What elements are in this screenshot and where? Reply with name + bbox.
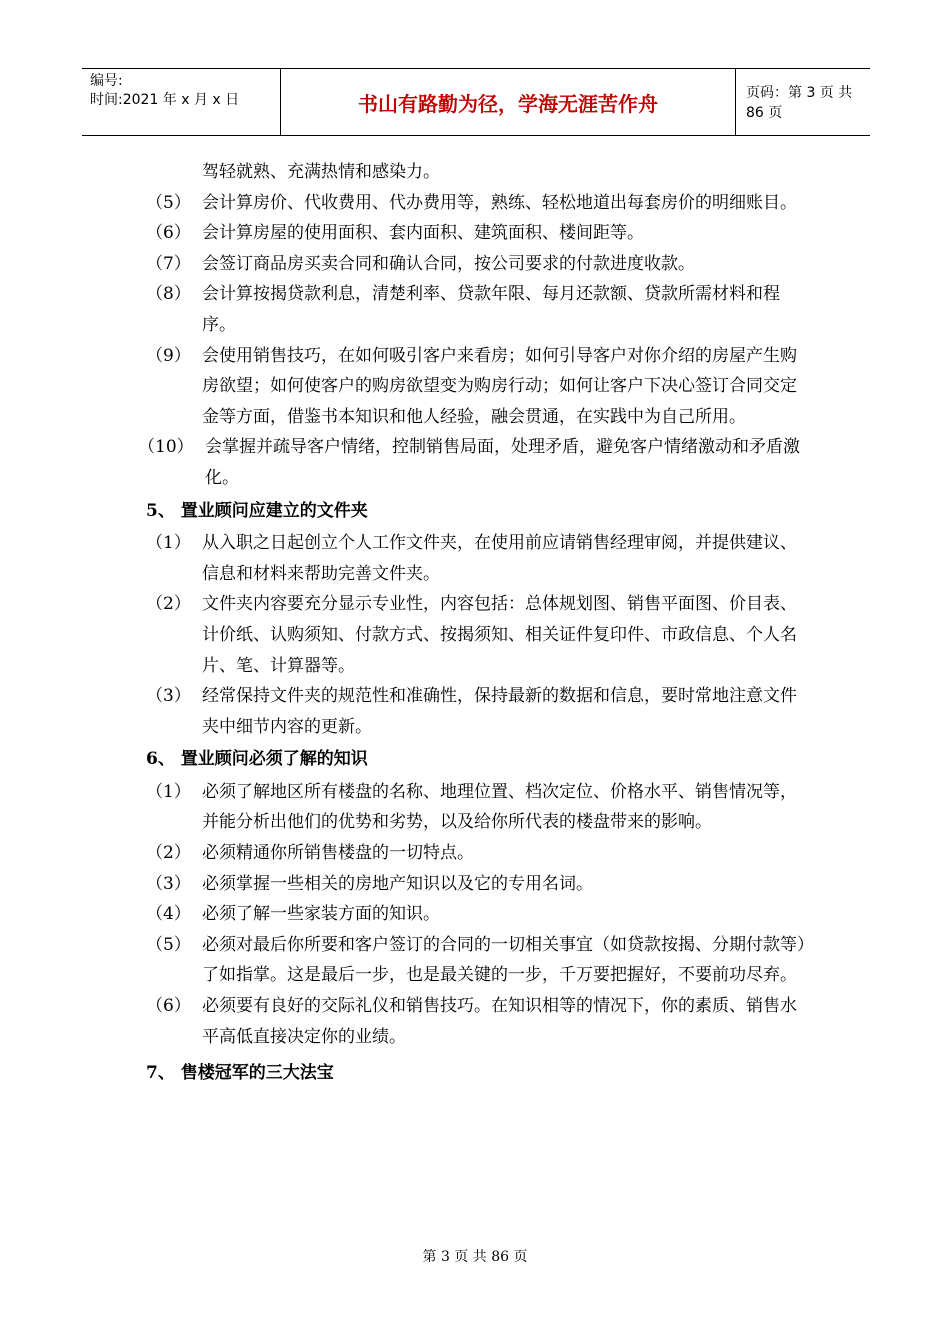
item-number: （1） — [146, 781, 191, 802]
list-item — [138, 432, 810, 493]
time-label: 时间:2021 年 x 月 x 日 — [90, 92, 240, 108]
list-item — [146, 188, 810, 219]
continuation-line: 驾轻就熟、充满热情和感染力。 — [202, 162, 440, 182]
item-number: （2） — [146, 843, 191, 864]
item-number: （5） — [146, 934, 191, 955]
header-motto: 书山有路勤为径，学海无涯苦作舟 — [280, 69, 736, 135]
list-item — [146, 589, 810, 681]
header-page-info: 页码：第 3 页 共 86 页 — [746, 85, 853, 121]
list-item — [146, 681, 810, 742]
document-body — [138, 157, 810, 1091]
item-text: 会计算房屋的使用面积、套内面积、建筑面积、楼间距等。 — [202, 223, 644, 244]
item-text: 会计算房价、代收费用、代办费用等，熟练、轻松地道出每套房价的明细账目。 — [202, 192, 797, 213]
item-number: （7） — [146, 253, 191, 274]
page-header — [82, 68, 870, 136]
list-item — [146, 279, 810, 340]
item-text: 必须掌握一些相关的房地产知识以及它的专用名词。 — [202, 873, 593, 894]
section-heading: 5、 置业顾问应建立的文件夹 — [146, 500, 368, 521]
item-number: （6） — [146, 996, 191, 1017]
item-number: （8） — [146, 284, 191, 305]
list-item — [146, 838, 810, 869]
list-item — [146, 930, 810, 991]
item-text: 会计算按揭贷款利息，清楚利率、贷款年限、每月还款额、贷款所需材料和程序。 — [202, 284, 780, 335]
list-item — [146, 991, 810, 1052]
item-number: （6） — [146, 223, 191, 244]
item-text: 必须了解地区所有楼盘的名称、地理位置、档次定位、价格水平、销售情况等，并能分析出他们的优势和劣势，以及给你所代表的楼盘带来的影响。 — [202, 781, 797, 833]
list-item — [146, 528, 810, 589]
item-number: （4） — [146, 904, 191, 925]
item-number: （2） — [146, 594, 191, 615]
section-heading: 6、 置业顾问必须了解的知识 — [146, 749, 368, 770]
list-item — [146, 341, 810, 433]
item-text: 会签订商品房买卖合同和确认合同，按公司要求的付款进度收款。 — [202, 253, 695, 274]
list-item — [146, 249, 810, 280]
item-text: 必须了解一些家装方面的知识。 — [202, 904, 440, 925]
item-number: （3） — [146, 686, 191, 707]
list-item — [146, 777, 810, 838]
item-number: （1） — [146, 533, 191, 554]
section-heading: 7、 售楼冠军的三大法宝 — [146, 1063, 334, 1084]
list-item — [146, 869, 810, 900]
item-text: 文件夹内容要充分显示专业性，内容包括：总体规划图、销售平面图、价目表、计价纸、认购须知、付款方式、按揭须知、相关证件复印件、市政信息、个人名片、笔、计算器等。 — [202, 594, 797, 676]
item-text: 会使用销售技巧，在如何吸引客户来看房；如何引导客户对你介绍的房屋产生购房欲望；如何使客户的购房欲望变为购房行动；如何让客户下决心签订合同交定金等方面，借鉴书本知识和他人经验，融会贯通，在实践中为自己所用。 — [202, 345, 797, 427]
item-number: （3） — [146, 873, 191, 894]
item-number: （5） — [146, 192, 191, 213]
item-text: 必须精通你所销售楼盘的一切特点。 — [202, 843, 474, 864]
item-text: 从入职之日起创立个人工作文件夹，在使用前应请销售经理审阅，并提供建议、信息和材料来帮助完善文件夹。 — [202, 533, 797, 584]
page-footer: 第 3 页 共 86 页 — [422, 1249, 528, 1265]
item-text: 必须对最后你所要和客户签订的合同的一切相关事宜（如贷款按揭、分期付款等）了如指掌。这是最后一步，也是最关键的一步，千万要把握好，不要前功尽弃。 — [202, 934, 806, 986]
item-number: （9） — [146, 345, 191, 366]
item-text: 会掌握并疏导客户情绪，控制销售局面，处理矛盾，避免客户情绪激动和矛盾激化。 — [205, 437, 800, 488]
list-item — [146, 899, 810, 930]
list-item — [146, 218, 810, 249]
item-number: （10） — [138, 437, 194, 458]
item-text: 必须要有良好的交际礼仪和销售技巧。在知识相等的情况下，你的素质、销售水平高低直接决定你的业绩。 — [202, 996, 797, 1047]
item-text: 经常保持文件夹的规范性和准确性，保持最新的数据和信息，要时常地注意文件夹中细节内容的更新。 — [202, 686, 797, 737]
code-label: 编号: — [90, 73, 123, 89]
header-meta — [82, 69, 280, 135]
